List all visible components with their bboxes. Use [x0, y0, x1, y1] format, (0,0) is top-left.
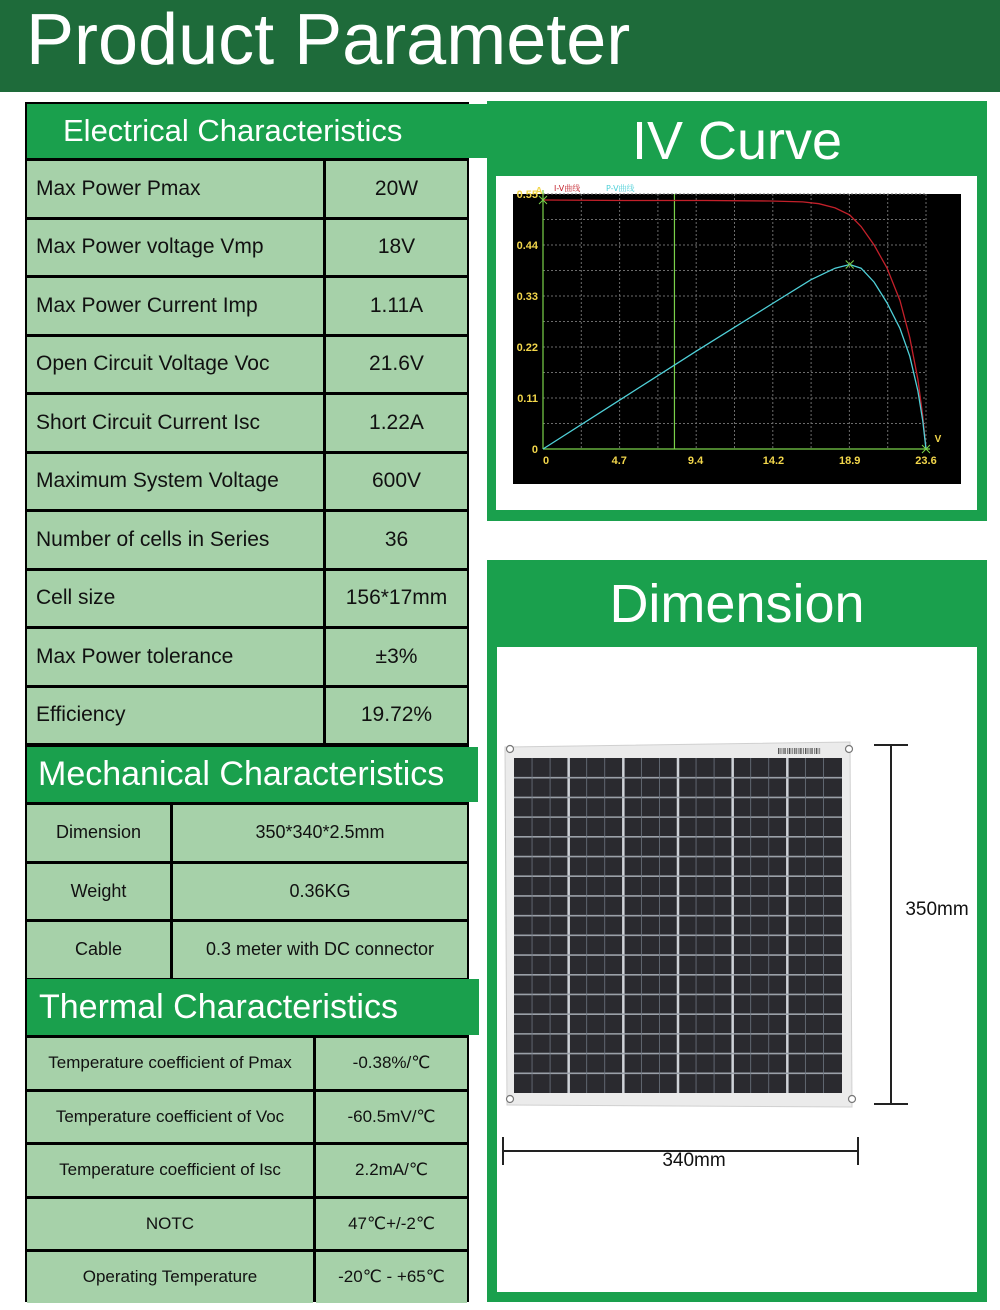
dimension-drawing	[497, 647, 977, 1292]
spec-table	[25, 102, 469, 1302]
electrical-row	[27, 220, 467, 276]
electrical-label: Efficiency	[27, 688, 323, 744]
barcode-bar	[809, 748, 810, 754]
thermal-row	[27, 1038, 467, 1089]
barcode-bar	[801, 748, 802, 754]
solar-panel-image	[505, 742, 856, 1107]
barcode-bar	[818, 748, 819, 754]
barcode-bar	[803, 748, 804, 754]
thermal-value: 47℃+/-2℃	[316, 1199, 467, 1250]
electrical-label: Number of cells in Series	[27, 512, 323, 568]
electrical-value: 600V	[326, 454, 467, 510]
barcode-bar	[810, 748, 811, 754]
electrical-label: Open Circuit Voltage Voc	[27, 337, 323, 393]
height-label: 350mm	[905, 899, 969, 920]
thermal-label: NOTC	[27, 1199, 313, 1250]
electrical-label: Maximum System Voltage	[27, 454, 323, 510]
iv-chart-box	[496, 176, 977, 510]
header-banner	[0, 0, 1000, 92]
mechanical-label: Cable	[27, 922, 170, 978]
x-tick-label: 14.2	[762, 455, 785, 467]
y-tick-label: 0.33	[516, 291, 538, 303]
thermal-label: Temperature coefficient of Voc	[27, 1092, 313, 1143]
barcode-bar	[816, 748, 817, 754]
iv-chart	[496, 176, 977, 510]
barcode-bar	[785, 748, 786, 754]
mechanical-row	[27, 805, 467, 861]
y-tick-label: 0	[531, 444, 538, 456]
electrical-row	[27, 688, 467, 744]
thermal-row	[27, 1092, 467, 1143]
electrical-row	[27, 161, 467, 217]
electrical-label: Max Power voltage Vmp	[27, 220, 323, 276]
thermal-row	[27, 1252, 467, 1303]
barcode-bar	[782, 748, 783, 754]
thermal-row	[27, 1145, 467, 1196]
thermal-value: -60.5mV/℃	[316, 1092, 467, 1143]
barcode-bar	[783, 748, 784, 754]
thermal-value: -20℃ - +65℃	[316, 1252, 467, 1303]
y-tick-label: 0.44	[516, 240, 538, 252]
electrical-row	[27, 629, 467, 685]
barcode-bar	[787, 748, 788, 754]
barcode-bar	[780, 748, 781, 754]
barcode-bar	[807, 748, 808, 754]
electrical-value: 156*17mm	[326, 571, 467, 627]
electrical-header: Electrical Characteristics	[27, 104, 503, 158]
mechanical-value: 0.36KG	[173, 864, 467, 920]
barcode-bar	[796, 748, 797, 754]
thermal-row	[27, 1199, 467, 1250]
thermal-label: Operating Temperature	[27, 1252, 313, 1303]
mechanical-label: Weight	[27, 864, 170, 920]
electrical-label: Cell size	[27, 571, 323, 627]
electrical-label: Short Circuit Current Isc	[27, 395, 323, 451]
dimension-panel	[487, 560, 987, 1302]
width-label: 340mm	[662, 1150, 726, 1171]
y-tick-label: 0.22	[516, 342, 538, 354]
electrical-value: 36	[326, 512, 467, 568]
electrical-label: Max Power Pmax	[27, 161, 323, 217]
thermal-header: Thermal Characteristics	[27, 979, 479, 1035]
thermal-label: Temperature coefficient of Isc	[27, 1145, 313, 1196]
iv-curve-title: IV Curve	[631, 111, 843, 171]
chart-background	[513, 194, 961, 484]
mechanical-value: 350*340*2.5mm	[173, 805, 467, 861]
electrical-value: ±3%	[326, 629, 467, 685]
barcode-bar	[778, 748, 779, 754]
x-axis-label: V	[934, 434, 942, 445]
barcode-bar	[819, 748, 820, 754]
x-tick-label: 9.4	[687, 455, 704, 467]
electrical-value: 19.72%	[326, 688, 467, 744]
electrical-row	[27, 278, 467, 334]
dimension-box	[497, 647, 977, 1292]
electrical-value: 21.6V	[326, 337, 467, 393]
barcode-bar	[792, 748, 793, 754]
electrical-row	[27, 454, 467, 510]
legend-pv: P-V曲线	[606, 184, 635, 193]
electrical-value: 18V	[326, 220, 467, 276]
x-tick-label: 4.7	[611, 455, 627, 467]
electrical-value: 20W	[326, 161, 467, 217]
iv-curve-panel	[487, 101, 987, 521]
mounting-hole	[507, 1096, 514, 1103]
mechanical-row	[27, 864, 467, 920]
barcode-bar	[800, 748, 801, 754]
electrical-label: Max Power Current Imp	[27, 278, 323, 334]
mounting-hole	[846, 746, 853, 753]
mechanical-value: 0.3 meter with DC connector	[173, 922, 467, 978]
electrical-label: Max Power tolerance	[27, 629, 323, 685]
mechanical-row	[27, 922, 467, 978]
x-tick-label: 0	[543, 455, 550, 467]
mounting-hole	[849, 1096, 856, 1103]
thermal-value: 2.2mA/℃	[316, 1145, 467, 1196]
barcode-bar	[794, 748, 795, 754]
barcode-bar	[805, 748, 806, 754]
electrical-row	[27, 571, 467, 627]
thermal-label: Temperature coefficient of Pmax	[27, 1038, 313, 1089]
dimension-title: Dimension	[609, 574, 865, 634]
mechanical-header: Mechanical Characteristics	[27, 747, 478, 802]
y-axis-label: A	[535, 186, 543, 197]
barcode-bar	[789, 748, 790, 754]
y-tick-label: 0.11	[517, 393, 538, 405]
electrical-row	[27, 337, 467, 393]
electrical-row	[27, 512, 467, 568]
thermal-value: -0.38%/℃	[316, 1038, 467, 1089]
barcode-bar	[812, 748, 813, 754]
electrical-value: 1.22A	[326, 395, 467, 451]
mechanical-label: Dimension	[27, 805, 170, 861]
barcode-bar	[791, 748, 792, 754]
electrical-value: 1.11A	[326, 278, 467, 334]
page-title: Product Parameter	[26, 0, 631, 80]
legend-iv: I-V曲线	[554, 184, 581, 193]
mounting-hole	[507, 746, 514, 753]
y-tick-label: 0.55	[516, 189, 538, 201]
barcode-bar	[814, 748, 815, 754]
electrical-row	[27, 395, 467, 451]
x-tick-label: 23.6	[915, 455, 937, 467]
x-tick-label: 18.9	[839, 455, 861, 467]
barcode-bar	[798, 748, 799, 754]
